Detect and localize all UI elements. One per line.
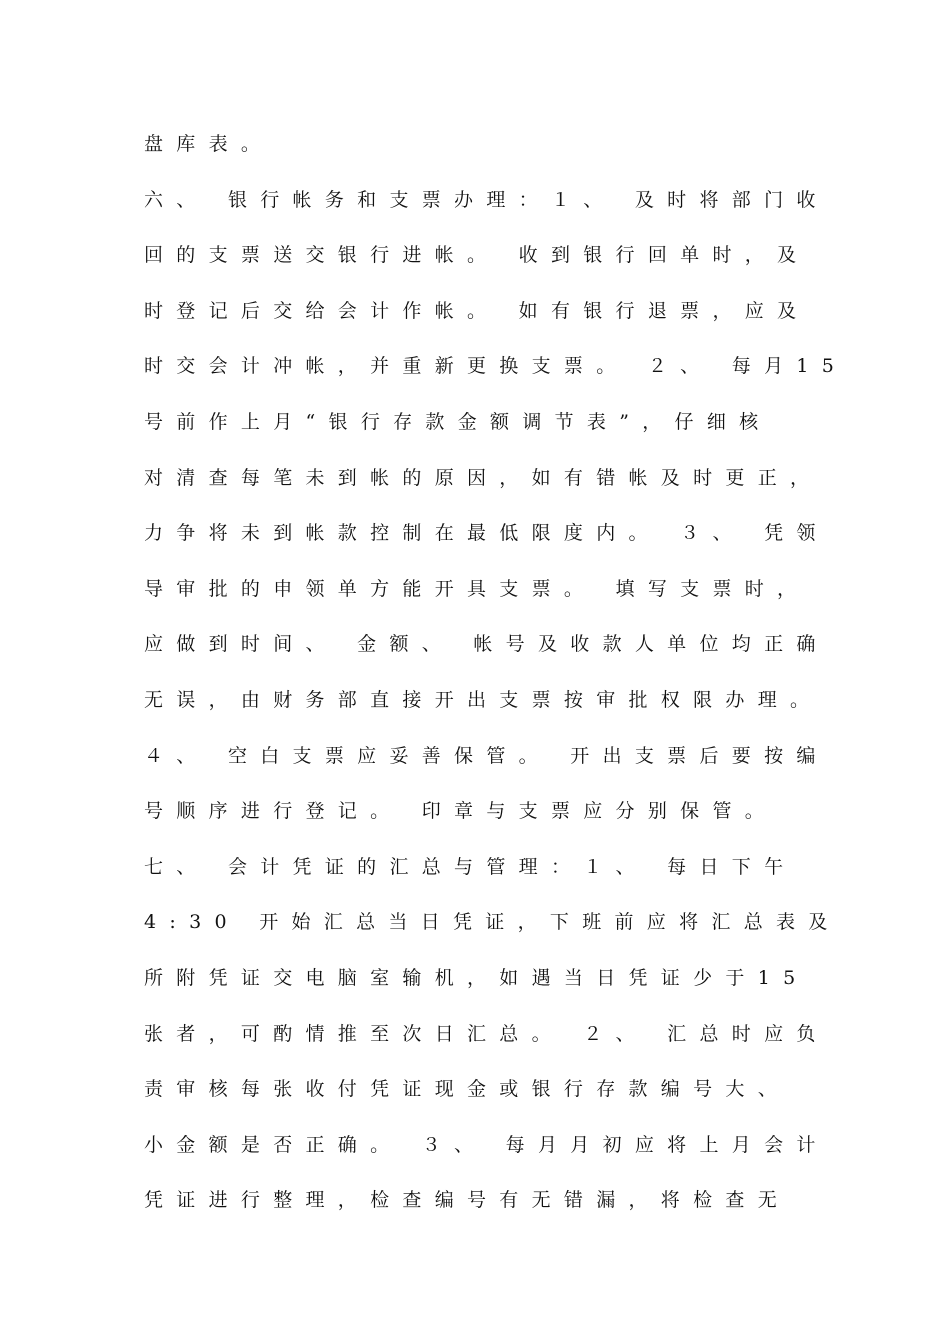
text-line: ４、 空白支票应妥善保管。 开出支票后要按编 [144,744,829,767]
text-line: 号前作上月“银行存款金额调节表”，仔细核 [144,410,772,433]
text-line: 4:30 开始汇总当日凭证，下班前应将汇总表及 [144,911,841,934]
text-line: 责审核每张收付凭证现金或银行存款编号大、 [144,1078,791,1101]
body-text [144,128,848,1240]
text-line: 盘库表。 [144,133,274,155]
text-line: 力争将未到帐款控制在最低限度内。 ３、 凭领 [144,522,829,545]
text-line: 所附凭证交电脑室输机，如遇当日凭证少于15 [144,966,809,989]
text-line: 对清查每笔未到帐的原因，如有错帐及时更正， [144,466,823,489]
text-line: 六、 银行帐务和支票办理：１、 及时将部门收 [144,188,829,211]
text-line: 号顺序进行登记。 印章与支票应分别保管。 [144,800,778,823]
text-line: 时交会计冲帐，并重新更换支票。 ２、 每月15 [144,355,848,378]
text-line: 导审批的申领单方能开具支票。 填写支票时， [144,577,810,600]
text-line: 无误，由财务部直接开出支票按审批权限办理。 [144,688,823,711]
text-line: 时登记后交给会计作帐。 如有银行退票，应及 [144,299,810,322]
text-line: 应做到时间、 金额、 帐号及收款人单位均正确 [144,633,829,656]
text-line: 张者，可酌情推至次日汇总。 ２、 汇总时应负 [144,1022,829,1045]
text-line: 回的支票送交银行进帐。 收到银行回单时，及 [144,244,810,267]
text-line: 凭证进行整理，检查编号有无错漏，将检查无 [144,1189,791,1212]
text-line: 小金额是否正确。 ３、 每月月初应将上月会计 [144,1133,829,1156]
text-line: 七、 会计凭证的汇总与管理：１、 每日下午 [144,855,797,878]
